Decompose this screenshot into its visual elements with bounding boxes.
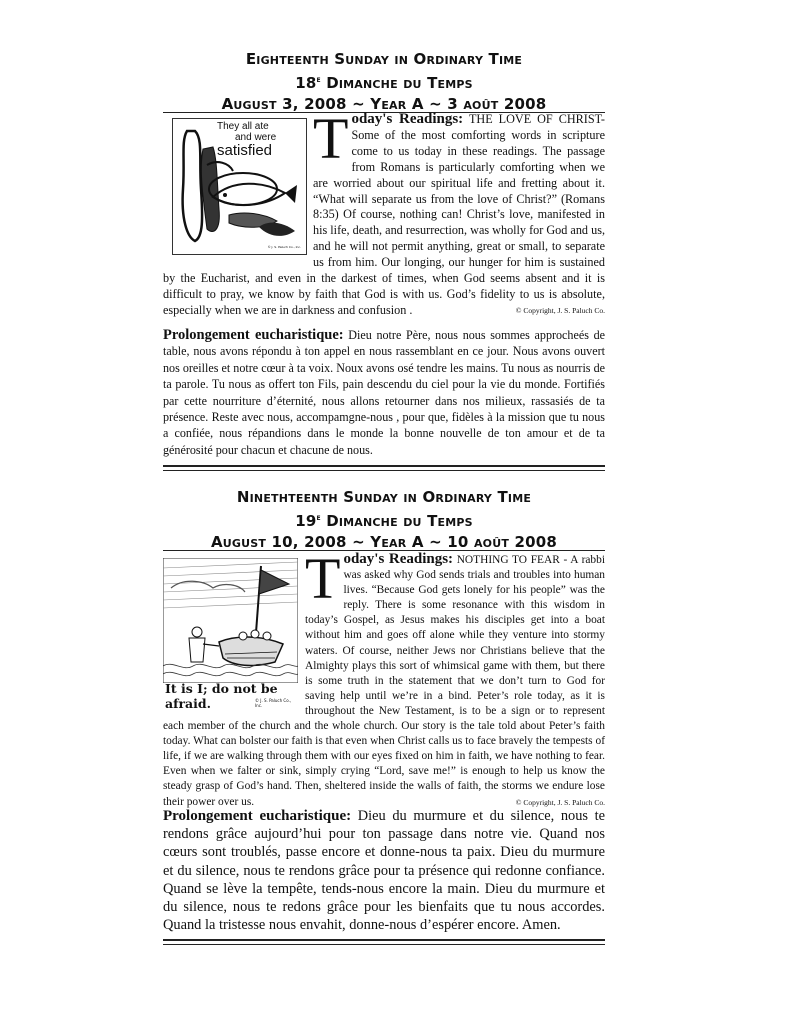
illustration-text-line1: They all ate: [217, 121, 269, 132]
section2-readings-label: oday's Readings:: [343, 551, 454, 567]
section2-prolong-label: Prolongement eucharistique:: [163, 808, 352, 824]
section1-title-french: [163, 70, 605, 94]
section2-title: Ninethteenth Sunday in Ordinary Time: [236, 488, 532, 506]
section2-title-french: [163, 508, 605, 532]
section1-superscript: e: [316, 75, 321, 85]
section1-prolong-text: Dieu notre Père, nous nous sommes approcheés de table, nous avons répondu à ton appel en nous rassemblant en ce jour. Nous avons ouvert nos oreilles et notre cœur à ta voix. Noux avons osé tendre les mains. Tu nous as nourris de ta parole. Tu nous as offert ton Fils, pain descendu du ciel pour la vie du monde. Fortifiés par cette nourriture d’éternité, nous allons retourner dans nos milieux, rassasiés de ta présence. Reste avec nous, accompamgne-nous , pour que, fidèles à la mission que tu nous a confiée, nous répandions dans le monde la bonne nouvelle de ton amour et de ta générosité pour chacun et chacune de nous.: [163, 328, 606, 457]
section1-copyright: © Copyright, J. S. Paluch Co.: [515, 305, 605, 315]
illustration-text-line3: satisfied: [217, 142, 273, 159]
section1-heading: [163, 49, 605, 115]
section2-readings-text: NOTHING TO FEAR - A rabbi was asked why God sends trials and troubles into human lives. “Because God gets lonely for his people” was the reply. There is some resonance with this wisdom in today’s Gospel, as Jesus makes his disciples get into a boat without him and goes off alone while they venture into stormy waters. Of course, neither Jews nor Christians believe that the Almighty plays this sort of whimsical game with them, but there is some truth in the statement that we don’t turn to God for saving help until we’re in a bind. Peter’s role today, as it is throughout the New Testament, is to be a sign or to represent each member of the church and the whole church. Our story is the tale told about Peter’s faith today. What can bolster our faith is that even when Christ calls us to face bravely the tempests of life, if we are walking through them with our eyes fixed on him in faith, we have nothing to fear. Even when we falter or sink, simply crying “Lord, save me!” is enough to help us know the steady grasp of God’s hand. Then, sheltered inside the walls of faith, the storms we endure lose their power over us.: [163, 554, 605, 808]
section2-readings: [163, 546, 605, 810]
section2-illustration-caption: It is I; do not be afraid.: [165, 681, 278, 711]
section2-prolong-text: Dieu du murmure et du silence, nous te rendons grâce aujourd’hui pour ton passage dans notre vie. Quand nos cœurs sont troublés, passe encore et donne-nous ta paix. Dieu du murmure et du silence, nous te rendons grâce pour ta présence qui redonne confiance. Quand se lève la tempête, tends-nous encore la main. Dieu du murmure et du silence, nous te redons grâce pour les bienfaits que tu nous accordes. Quand la tristesse nous envahit, donne-nous d’espérer encore. Amen.: [163, 808, 606, 934]
section2-dropcap: T: [305, 546, 341, 611]
section1-prolong-label: Prolongement eucharistique:: [163, 327, 344, 343]
section1-readings-text: THE LOVE OF CHRIST- Some of the most comforting words in scripture come to us today in these readings. The passage from Romans is particularly comforting when we are worried about our spiritual life and fretting about it. “What will separate us from the love of Christ?” (Romans 8:35) Of course, nothing can! Christ’s love, manifested in his life, death, and resurrection, was wholly for God and us, and he will not permit anything, great or small, to separate us from him. Our longing, our hunger for him is sustained by the Eucharist, and even in the darkest of times, when God seems absent and it is difficult to pray, we know by faith that God is with us. God’s fidelity to us is absolute, especially when we are in darkness and confusion .: [163, 112, 605, 317]
section2-title-french-rest: Dimanche du Temps: [320, 512, 473, 530]
section1-number: 18: [295, 74, 317, 92]
section2-prolongement: [163, 807, 605, 934]
section2-copyright: © Copyright, J. S. Paluch Co.: [515, 797, 605, 807]
section2-number: 19: [295, 512, 317, 530]
section1-prolongement: [163, 327, 605, 458]
section1-readings-label: oday's Readings:: [351, 111, 464, 127]
section1-dropcap: T: [313, 106, 349, 171]
section-separator-2: [163, 939, 605, 945]
illustration-text-line2: and were: [235, 132, 277, 143]
section-separator-1: [163, 465, 605, 471]
section1-illustration-credit: © J. S. Paluch Co., Inc.: [267, 245, 301, 249]
section1-title: Eighteenth Sunday in Ordinary Time: [245, 50, 523, 68]
section2-illustration-credit: © J. S. Paluch Co., Inc.: [255, 698, 292, 708]
section1-date: August 3, 2008 ~ Year A ~ 3 août 2008: [221, 95, 547, 113]
section2-date: August 10, 2008 ~ Year A ~ 10 août 2008: [210, 533, 558, 551]
section1-readings: [163, 106, 605, 319]
section2-superscript: e: [316, 513, 321, 523]
section2-heading: [163, 487, 605, 553]
section1-title-french-rest: Dimanche du Temps: [320, 74, 473, 92]
